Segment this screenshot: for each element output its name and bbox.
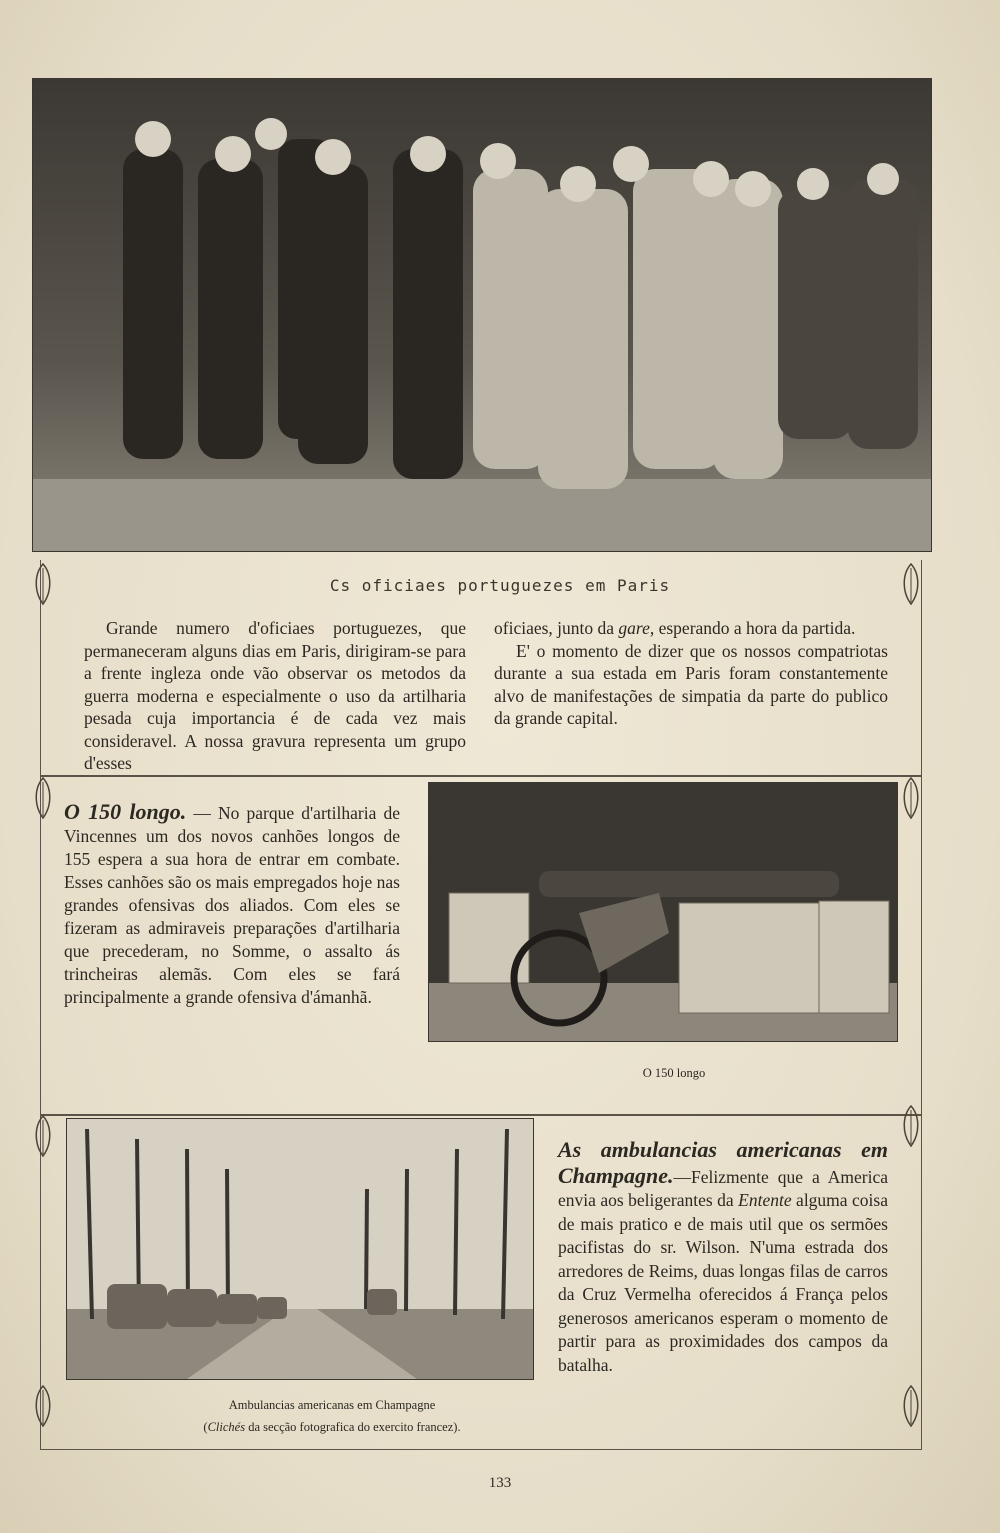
ambulances-photo-caption [130,1394,534,1438]
article1-paragraph: E' o momento de dizer que os nossos compatriotas durante a sua estada em Paris foram constantemente alvo de manifestações de simpatia da parte do publico da grande capital. [494,640,888,728]
officers-photo [32,78,932,552]
leaf-ornament-icon [30,1114,56,1158]
article1-right-column [494,617,888,730]
page-number: 133 [488,1475,512,1491]
article2-heading: O 150 longo. [64,799,187,824]
cannon-photo-caption: O 150 longo [642,1066,706,1080]
leaf-ornament-icon [30,1384,56,1428]
article3-paragraph: As ambulancias americanas em Champagne.—Felizmente que a America envia aos beligerantes da Entente alguma coisa de mais pratico e de mais util que os sermões pacifistas do sr. Wilson. N'uma estrada dos arredores de Reims, duas longas filas de carros da Cruz Vermelha oferecidos á França pelos generosos americanos esperam o momento de partir para as proximidades dos campos da batalha. [558,1137,888,1375]
leaf-ornament-icon [898,1384,924,1428]
article2-text [64,800,400,1009]
article3-heading: As ambulancias americanas em Champagne. [558,1137,888,1188]
article1-paragraph: oficiaes, junto da gare, esperando a hora da partida. [494,618,856,638]
article1-left-column [84,617,466,775]
article3-text [558,1138,888,1377]
caption-line: (Clichés da secção fotografica do exercito francez). [203,1420,461,1434]
leaf-ornament-icon [898,1104,924,1148]
article2-paragraph: O 150 longo. — No parque d'artilharia de Vincennes um dos novos canhões longos de 155 espera a sua hora de entrar em combate. Esses canhões são os mais empregados hoje nas grandes ofensivas dos aliados. Com eles se fizeram as admiraveis preparações d'artilharia que precederam, no Somme, o assalto ás trincheiras alemãs. Com eles se fará principalmente a grande ofensiva d'ámanhã. [64,799,400,1007]
cannon-photo [428,782,898,1042]
article1-paragraph: Grande numero d'oficiaes portuguezes, que permaneceram alguns dias em Paris, dirigiram-se para a frente ingleza onde vão observar os metodos da guerra moderna e especialmente o uso da artilharia pesada cuja importancia é de cada vez mais consideravel. A nossa gravura representa um grupo d'esses [84,618,466,773]
leaf-ornament-icon [30,776,56,820]
officers-photo-caption: Cs oficiaes portuguezes em Paris [329,576,671,595]
caption-line: Ambulancias americanas em Champagne [228,1398,436,1412]
leaf-ornament-icon [898,776,924,820]
ambulances-photo [66,1118,534,1380]
